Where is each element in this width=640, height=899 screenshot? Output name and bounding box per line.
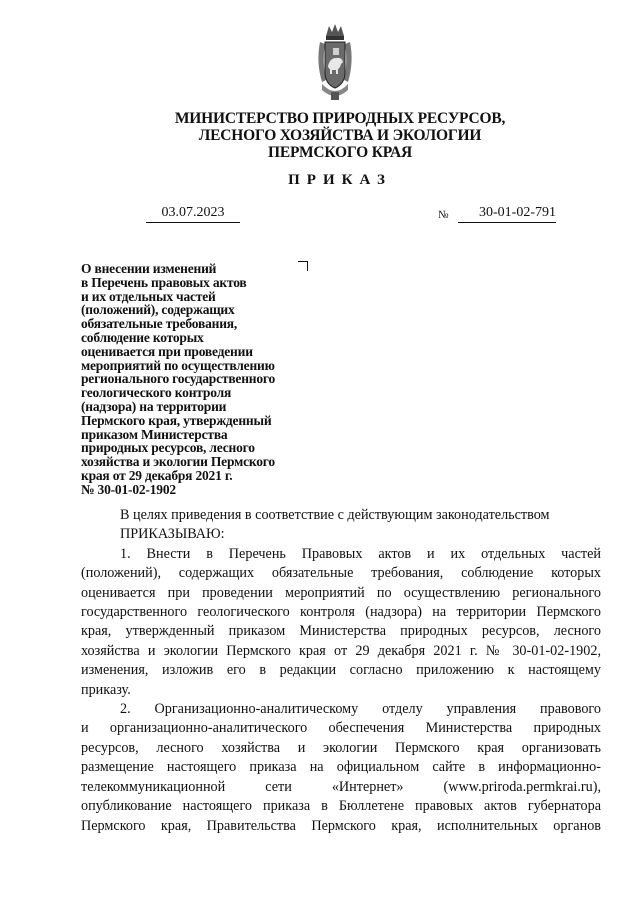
ministry-name-line-2: ЛЕСНОГО ХОЗЯЙСТВА И ЭКОЛОГИИ bbox=[198, 127, 482, 144]
subject-line: регионального государственного bbox=[81, 371, 276, 387]
body-line: размещение настоящего приказа на официальном сайте в информационно- bbox=[81, 759, 601, 776]
body-line: приказу. bbox=[81, 681, 131, 698]
subject-line: приказом Министерства bbox=[81, 426, 228, 442]
body-line: опубликование настоящего приказа в Бюллетене правовых актов губернатора bbox=[81, 798, 601, 815]
subject-line: Пермского края, утвержденный bbox=[81, 412, 272, 428]
ministry-name-line-3: ПЕРМСКОГО КРАЯ bbox=[267, 144, 413, 161]
body-line: В целях приведения в соответствие с действующим законодательством bbox=[120, 507, 550, 523]
subject-line: № 30-01-02-1902 bbox=[81, 481, 176, 497]
body-line: ресурсов, лесного хозяйства и экологии Пермского края организовать bbox=[81, 739, 601, 756]
document-title: ПРИКАЗ bbox=[288, 172, 392, 188]
body-line: телекоммуникационной сети «Интернет» (www.prirodа.permkrai.ru), bbox=[81, 778, 601, 795]
subject-line: (положений), содержащих bbox=[81, 302, 235, 318]
order-body bbox=[81, 506, 601, 836]
subject-line: и их отдельных частей bbox=[81, 288, 216, 304]
body-line: (положений), содержащих обязательные требования, соблюдение которых bbox=[81, 565, 601, 582]
subject-line: соблюдение которых bbox=[81, 329, 204, 345]
subject-line: (надзора) на территории bbox=[81, 398, 227, 414]
subject-line: геологического контроля bbox=[81, 385, 232, 401]
body-line: изменения, изложив его в редакции согласно приложению к настоящему bbox=[81, 662, 601, 679]
body-line: ПРИКАЗЫВАЮ: bbox=[120, 526, 225, 543]
body-line: 1. Внести в Перечень Правовых актов и их отдельных частей bbox=[120, 545, 601, 562]
order-subject bbox=[81, 262, 321, 497]
subject-line: О внесении изменений bbox=[81, 261, 217, 276]
ministry-name bbox=[120, 110, 560, 161]
subject-line: хозяйства и экологии Пермского bbox=[81, 454, 275, 470]
body-line: 2. Организационно-аналитическому отделу управления правового bbox=[120, 701, 601, 718]
body-line: и организационно-аналитического обеспечения Министерства природных bbox=[81, 720, 601, 737]
body-line: хозяйства и экологии Пермского края от 29 декабря 2021 г. № 30-01-02-1902, bbox=[81, 642, 601, 659]
subject-line: оценивается при проведении bbox=[81, 343, 253, 359]
perm-krai-coat-of-arms-icon bbox=[314, 22, 356, 104]
body-line: государственного геологического контроля (надзора) на территории Пермского bbox=[81, 604, 601, 621]
subject-line: в Перечень правовых актов bbox=[81, 274, 247, 290]
subject-line: края от 29 декабря 2021 г. bbox=[81, 467, 233, 483]
body-line: оценивается при проведении мероприятий по осуществлению регионального bbox=[81, 584, 601, 601]
subject-line: обязательные требования, bbox=[81, 316, 238, 332]
order-number: 30-01-02-791 bbox=[458, 205, 556, 223]
number-sign: № bbox=[438, 209, 449, 221]
order-date: 03.07.2023 bbox=[146, 205, 240, 223]
subject-line: мероприятий по осуществлению bbox=[81, 357, 275, 373]
body-line: края, утвержденный приказом Министерства природных ресурсов, лесного bbox=[81, 623, 601, 640]
ministry-name-line-1: МИНИСТЕРСТВО ПРИРОДНЫХ РЕСУРСОВ, bbox=[174, 110, 506, 127]
subject-line: природных ресурсов, лесного bbox=[81, 440, 255, 456]
body-line: Пермского края, Правительства Пермского края, исполнительных органов bbox=[81, 817, 601, 834]
